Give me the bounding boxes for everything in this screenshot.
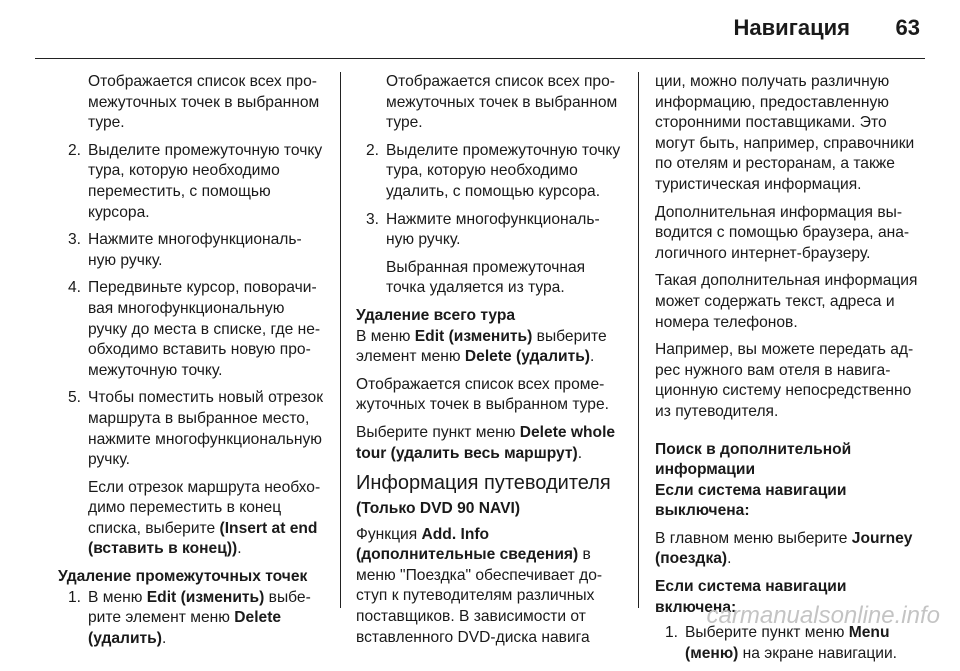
paragraph: В меню Edit (изменить) выберите элемент меню Delete (удалить).: [356, 327, 607, 366]
list-item: 2. Выделите промежуточную точку тура, которую необходимо удалить, с помощью курсора.: [366, 141, 621, 200]
intro-paragraph: Отображается список всех промежуточных точек в выбранном туре.: [88, 73, 320, 132]
step-note: Выбранная промежуточная точка удаляется из тура.: [386, 258, 586, 297]
paragraph: Такая дополнительная информация может содержать текст, адреса и номера телефонов.: [655, 272, 918, 331]
column-1: [58, 72, 324, 656]
list-item: 3. Нажмите многофункциональную ручку.: [366, 210, 600, 249]
column-3: [655, 72, 921, 671]
paragraph: Отображается список всех промежуточных точек в выбранном туре.: [356, 375, 609, 414]
column-divider-2: [638, 72, 639, 608]
section-heading: Удаление промежуточных точек: [58, 568, 308, 586]
paragraph: ции, можно получать различную информацию, предоставленную сторонними поставщиками. Это могут быть, например, справочники по отелям и ресторанам, а также туристическая информация.: [655, 73, 915, 193]
section-title: Информация путеводителя: [356, 472, 611, 495]
page-header: [0, 0, 960, 60]
section-subtitle: (Только DVD 90 NAVI): [356, 500, 521, 518]
intro-paragraph: Отображается список всех промежуточных точек в выбранном туре.: [386, 73, 618, 132]
list-item: 3. Нажмите многофункциональную ручку.: [68, 231, 302, 269]
paragraph: Дополнительная информация выводится с помощью браузера, аналогичного интернет-браузеру.: [655, 203, 910, 262]
column-2: [356, 72, 622, 655]
list-item: 5. Чтобы поместить новый отрезок маршрута в выбранное место, нажмите многофункциональную ручку.: [68, 389, 324, 469]
page-title: Навигация: [733, 15, 850, 40]
page-number: 63: [895, 15, 920, 40]
watermark: carmanualsonline.info: [706, 602, 940, 629]
header-rule: [35, 58, 925, 59]
paragraph: Выберите пункт меню Delete whole tour (удалить весь маршрут).: [356, 423, 616, 462]
step-note: Если отрезок маршрута необходимо переместить в конец списка, выберите (Insert at end (вставить в конец)).: [88, 478, 321, 558]
list-item: 4. Передвиньте курсор, поворачивая многофункциональную ручку до места в списке, где необходимо вставить новую промежуточную точку.: [68, 279, 321, 379]
list-item: 2. Выделите промежуточную точку тура, которую необходимо переместить, с помощью курсора.: [68, 141, 323, 221]
paragraph: Функция Add. Info (дополнительные сведения) в меню "Поездка" обеспечивает доступ к путеводителям различных поставщиков. В зависимости от вставленного DVD-диска навига: [356, 525, 603, 646]
list-item: 1. В меню Edit (изменить) выберите элемент меню Delete (удалить).: [68, 588, 311, 647]
section-heading: Удаление всего тура: [356, 306, 516, 324]
paragraph: Например, вы можете передать адрес нужного вам отеля в навигационную систему непосредственно из путеводителя.: [655, 341, 914, 420]
column-divider-1: [340, 72, 341, 608]
section-heading: Если система навигации выключена:: [655, 481, 847, 520]
section-heading: Если система навигации включена:: [655, 578, 847, 616]
list-item: 1. Выберите пункт меню Menu (меню) на экране навигации.: [665, 624, 898, 662]
paragraph: В главном меню выберите Journey (поездка).: [655, 529, 913, 568]
section-heading: Поиск в дополнительной информации: [655, 440, 852, 479]
